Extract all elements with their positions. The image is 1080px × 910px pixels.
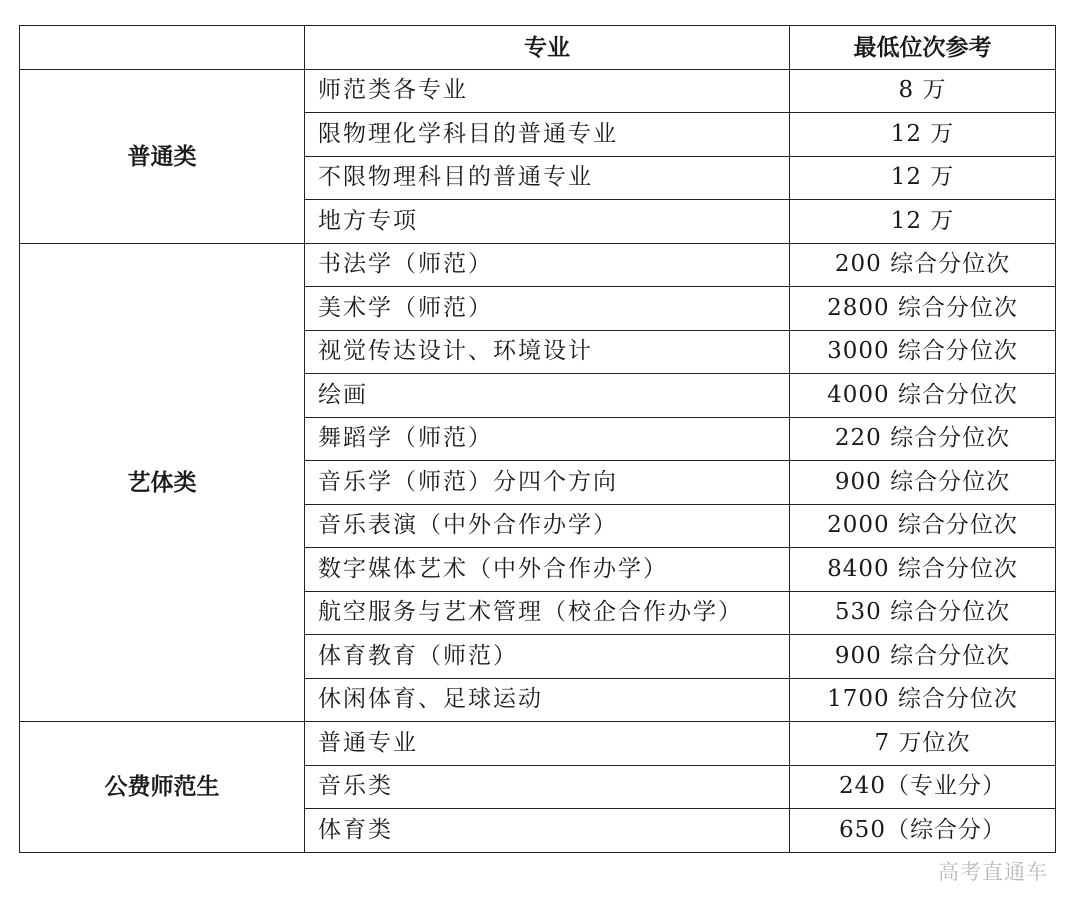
rank-cell: 4000 综合分位次 bbox=[790, 374, 1056, 418]
rank-cell: 12 万 bbox=[790, 113, 1056, 157]
major-cell: 普通专业 bbox=[305, 722, 790, 766]
rank-cell: 650（综合分） bbox=[790, 809, 1056, 853]
major-cell: 地方专项 bbox=[305, 200, 790, 244]
major-cell: 数字媒体艺术（中外合作办学） bbox=[305, 548, 790, 592]
rank-cell: 1700 综合分位次 bbox=[790, 678, 1056, 722]
rank-cell: 900 综合分位次 bbox=[790, 461, 1056, 505]
major-cell: 美术学（师范） bbox=[305, 287, 790, 331]
category-cell: 艺体类 bbox=[20, 243, 305, 722]
rank-cell: 2800 综合分位次 bbox=[790, 287, 1056, 331]
major-cell: 音乐表演（中外合作办学） bbox=[305, 504, 790, 548]
rank-cell: 12 万 bbox=[790, 200, 1056, 244]
header-row bbox=[20, 26, 1056, 70]
rank-cell: 200 综合分位次 bbox=[790, 243, 1056, 287]
major-cell: 音乐类 bbox=[305, 765, 790, 809]
major-cell: 不限物理科目的普通专业 bbox=[305, 156, 790, 200]
major-cell: 视觉传达设计、环境设计 bbox=[305, 330, 790, 374]
header-rank: 最低位次参考 bbox=[790, 26, 1056, 70]
rank-cell: 8400 综合分位次 bbox=[790, 548, 1056, 592]
rank-cell: 7 万位次 bbox=[790, 722, 1056, 766]
rank-cell: 530 综合分位次 bbox=[790, 591, 1056, 635]
rank-cell: 220 综合分位次 bbox=[790, 417, 1056, 461]
table-row bbox=[20, 69, 1056, 113]
major-cell: 舞蹈学（师范） bbox=[305, 417, 790, 461]
major-cell: 书法学（师范） bbox=[305, 243, 790, 287]
table-row bbox=[20, 722, 1056, 766]
watermark-text: 高考直通车 bbox=[938, 860, 1048, 884]
major-cell: 航空服务与艺术管理（校企合作办学） bbox=[305, 591, 790, 635]
category-cell: 公费师范生 bbox=[20, 722, 305, 853]
rank-cell: 900 综合分位次 bbox=[790, 635, 1056, 679]
ranking-table bbox=[19, 25, 1056, 853]
rank-cell: 2000 综合分位次 bbox=[790, 504, 1056, 548]
header-major: 专业 bbox=[305, 26, 790, 70]
major-cell: 师范类各专业 bbox=[305, 69, 790, 113]
rank-cell: 12 万 bbox=[790, 156, 1056, 200]
rank-cell: 240（专业分） bbox=[790, 765, 1056, 809]
header-category bbox=[20, 26, 305, 70]
major-cell: 音乐学（师范）分四个方向 bbox=[305, 461, 790, 505]
rank-cell: 3000 综合分位次 bbox=[790, 330, 1056, 374]
major-cell: 绘画 bbox=[305, 374, 790, 418]
major-cell: 休闲体育、足球运动 bbox=[305, 678, 790, 722]
rank-cell: 8 万 bbox=[790, 69, 1056, 113]
major-cell: 体育类 bbox=[305, 809, 790, 853]
category-cell: 普通类 bbox=[20, 69, 305, 243]
major-cell: 体育教育（师范） bbox=[305, 635, 790, 679]
table-row bbox=[20, 243, 1056, 287]
major-cell: 限物理化学科目的普通专业 bbox=[305, 113, 790, 157]
